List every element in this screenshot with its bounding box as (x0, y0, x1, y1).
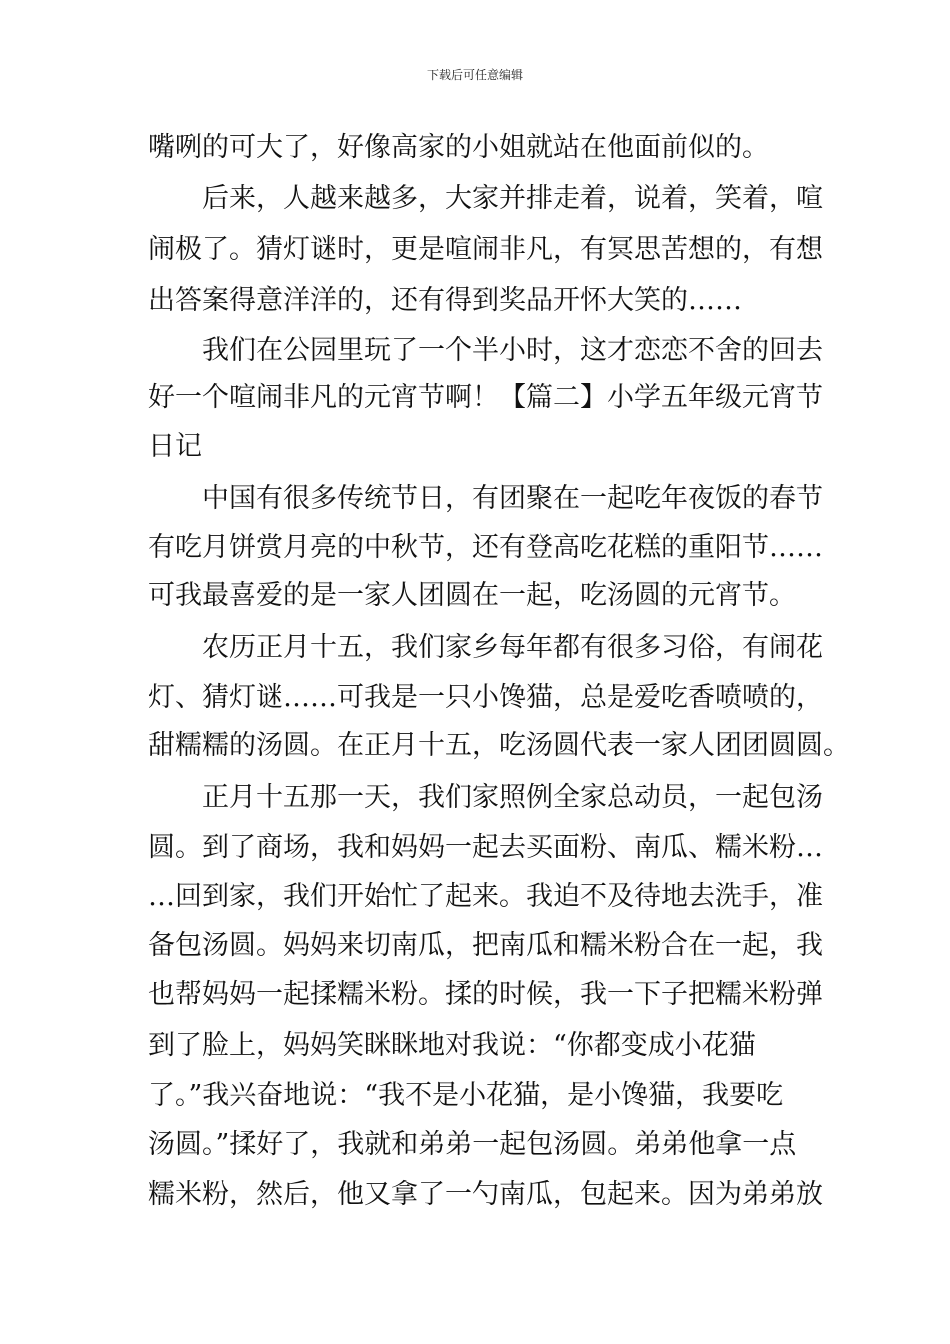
text-line: 到了脸上，妈妈笑眯眯地对我说：“你都变成小花猫 (148, 1030, 756, 1061)
page-header: 下载后可任意编辑 (426, 68, 523, 82)
text-line: 日记 (148, 431, 202, 462)
text-line: 正月十五那一天，我们家照例全家总动员，一起包汤 (148, 782, 823, 813)
text-line: 圆。到了商场，我和妈妈一起去买面粉、南瓜、糯米粉… (148, 832, 823, 863)
text-line: 出答案得意洋洋的，还有得到奖品开怀大笑的…… (148, 285, 742, 316)
text-line: 备包汤圆。妈妈来切南瓜，把南瓜和糯米粉合在一起，我 (148, 930, 823, 961)
text-line: 嘴咧的可大了，好像高家的小姐就站在他面前似的。 (148, 132, 769, 163)
text-line: 糯米粉，然后，他又拿了一勺南瓜，包起来。因为弟弟放 (148, 1179, 823, 1210)
text-line: 我们在公园里玩了一个半小时，这才恋恋不舍的回去 (148, 335, 823, 366)
text-line: 好一个喧闹非凡的元宵节啊！【篇二】小学五年级元宵节 (148, 382, 823, 413)
text-line: 中国有很多传统节日，有团聚在一起吃年夜饭的春节 (148, 483, 823, 514)
text-line: 甜糯糯的汤圆。在正月十五，吃汤圆代表一家人团团圆圆。 (148, 730, 850, 761)
text-line: 汤圆。”揉好了，我就和弟弟一起包汤圆。弟弟他拿一点 (148, 1129, 797, 1160)
text-line: 后来，人越来越多，大家并排走着，说着，笑着，喧 (148, 183, 823, 214)
text-line: 可我最喜爱的是一家人团圆在一起，吃汤圆的元宵节。 (148, 580, 796, 611)
text-line: 有吃月饼赏月亮的中秋节，还有登高吃花糕的重阳节…… (148, 532, 823, 563)
text-line: 灯、猜灯谜……可我是一只小馋猫，总是爱吃香喷喷的， (148, 682, 823, 713)
text-line: …回到家，我们开始忙了起来。我迫不及待地去洗手，准 (148, 881, 823, 912)
text-line: 了。”我兴奋地说：“我不是小花猫，是小馋猫，我要吃 (148, 1080, 784, 1111)
text-line: 闹极了。猜灯谜时，更是喧闹非凡，有冥思苦想的，有想 (148, 234, 823, 265)
text-line: 农历正月十五，我们家乡每年都有很多习俗，有闹花 (148, 632, 823, 663)
text-line: 也帮妈妈一起揉糯米粉。揉的时候，我一下子把糯米粉弹 (148, 979, 823, 1010)
